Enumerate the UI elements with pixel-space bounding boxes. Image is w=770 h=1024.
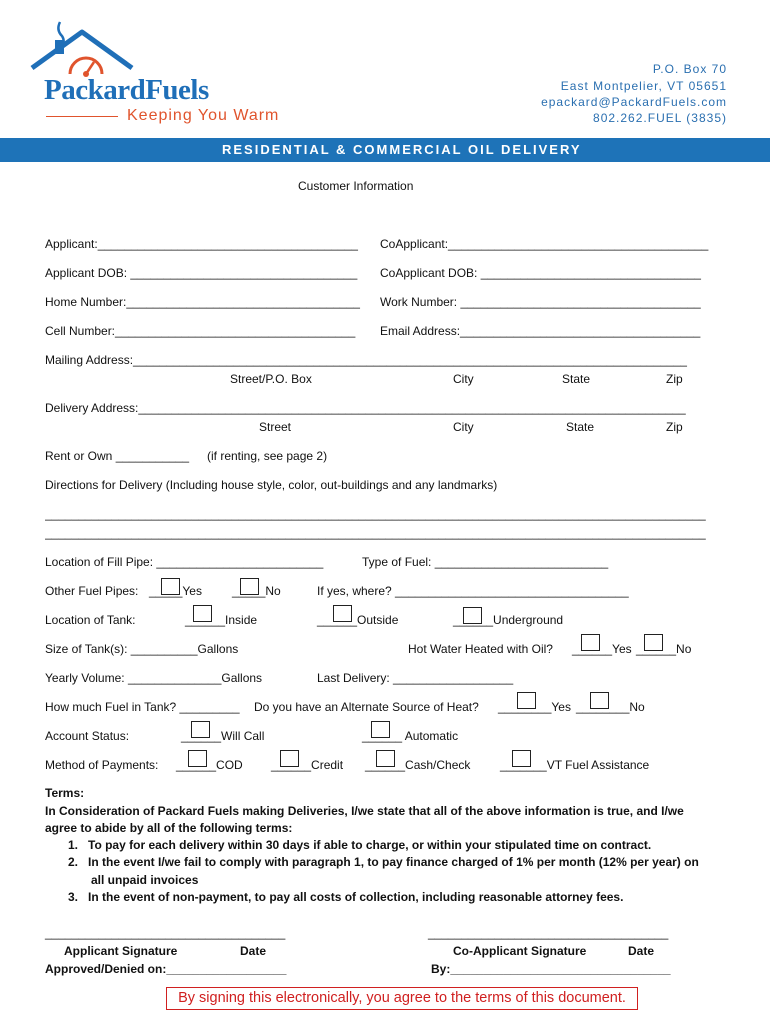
vt-fuel-label: _______VT Fuel Assistance (500, 758, 650, 772)
rent-own-field[interactable]: Rent or Own ___________ (45, 449, 190, 463)
applicant-signature-label: Applicant Signature (64, 944, 178, 958)
directions-line-2[interactable]: ___________________________________________________________________________________________________ (45, 526, 706, 540)
delivery-zip-label: Zip (666, 420, 683, 434)
co-applicant-signature-label: Co-Applicant Signature (453, 944, 587, 958)
company-email: epackard@PackardFuels.com (541, 95, 727, 109)
terms-item-2-number: 2. (68, 855, 79, 869)
terms-item-3-number: 3. (68, 890, 79, 904)
tagline: Keeping You Warm (127, 107, 280, 124)
mailing-street-label: Street/P.O. Box (230, 372, 312, 386)
alt-heat-label: Do you have an Alternate Source of Heat? (254, 700, 479, 714)
directions-label: Directions for Delivery (Including house style, color, out-buildings and any landmarks) (45, 478, 498, 492)
automatic-label: ______ Automatic (362, 729, 459, 743)
alt-heat-no-label: ________No (576, 700, 645, 714)
cash-check-label: ______Cash/Check (365, 758, 471, 772)
address-line-2: East Montpelier, VT 05651 (560, 79, 727, 93)
fill-pipe-field[interactable]: Location of Fill Pipe: _________________________ (45, 555, 324, 569)
terms-intro-line-1: In Consideration of Packard Fuels making Deliveries, I/we state that all of the above information is true, and I/we (45, 804, 684, 818)
approved-denied-field[interactable]: Approved/Denied on:__________________ (45, 962, 287, 976)
fuel-type-field[interactable]: Type of Fuel: __________________________ (362, 555, 609, 569)
other-pipes-yes-label: _____Yes (149, 584, 202, 598)
terms-item-2 (68, 855, 699, 869)
terms-item-3-text: In the event of non-payment, to pay all costs of collection, including reasonable attorney fees. (88, 890, 624, 904)
terms-item-2-text: In the event I/we fail to comply with paragraph 1, to pay finance charged of 1% per month (12% per year) on (88, 855, 699, 869)
terms-item-1-number: 1. (68, 838, 79, 852)
will-call-label: ______Will Call (181, 729, 265, 743)
fuel-in-tank-field[interactable]: How much Fuel in Tank? _________ (45, 700, 240, 714)
form-title: Customer Information (298, 179, 414, 193)
tagline-rule (46, 116, 118, 117)
other-pipes-label: Other Fuel Pipes: (45, 584, 139, 598)
account-status-label: Account Status: (45, 729, 130, 743)
terms-item-1-text: To pay for each delivery within 30 days if able to charge, or within your stipulated time on contract. (88, 838, 652, 852)
cod-label: ______COD (176, 758, 243, 772)
delivery-state-label: State (566, 420, 595, 434)
terms-item-3 (68, 890, 623, 904)
rent-note: (if renting, see page 2) (207, 449, 328, 463)
tank-underground-label: ______Underground (453, 613, 564, 627)
co-applicant-field[interactable]: CoApplicant:_______________________________________ (380, 237, 709, 251)
applicant-field[interactable]: Applicant:_______________________________________ (45, 237, 358, 251)
applicant-date-label: Date (240, 944, 267, 958)
hot-water-label: Hot Water Heated with Oil? (408, 642, 553, 656)
payment-method-label: Method of Payments: (45, 758, 159, 772)
credit-label: ______Credit (271, 758, 344, 772)
delivery-address-field[interactable]: Delivery Address:__________________________________________________________________________________ (45, 401, 686, 415)
approved-by-field[interactable]: By:_________________________________ (431, 962, 671, 976)
service-banner (0, 138, 770, 162)
alt-heat-yes-label: ________Yes (498, 700, 571, 714)
address-line-1: P.O. Box 70 (652, 62, 727, 76)
mailing-state-label: State (562, 372, 591, 386)
work-number-field[interactable]: Work Number: ____________________________________ (380, 295, 701, 309)
co-applicant-dob-field[interactable]: CoApplicant DOB: _________________________________ (380, 266, 701, 280)
mailing-zip-label: Zip (666, 372, 683, 386)
terms-item-2-continued: all unpaid invoices (91, 873, 199, 887)
delivery-street-label: Street (259, 420, 292, 434)
company-phone: 802.262.FUEL (3835) (593, 111, 727, 125)
co-applicant-signature-line[interactable]: ____________________________________ (428, 926, 669, 940)
tank-location-label: Location of Tank: (45, 613, 136, 627)
co-applicant-date-label: Date (628, 944, 655, 958)
terms-intro-line-2: agree to abide by all of the following terms: (45, 821, 293, 835)
electronic-signature-notice: By signing this electronically, you agree to the terms of this document. (166, 987, 638, 1010)
terms-heading: Terms: (45, 786, 85, 800)
delivery-city-label: City (453, 420, 474, 434)
applicant-signature-line[interactable]: ____________________________________ (45, 926, 286, 940)
cell-number-field[interactable]: Cell Number:____________________________________ (45, 324, 356, 338)
tank-size-field[interactable]: Size of Tank(s): __________Gallons (45, 642, 239, 656)
yearly-volume-field[interactable]: Yearly Volume: ______________Gallons (45, 671, 263, 685)
tank-inside-label: ______Inside (185, 613, 258, 627)
hot-water-yes-label: ______Yes (572, 642, 632, 656)
home-number-field[interactable]: Home Number:___________________________________ (45, 295, 360, 309)
applicant-dob-field[interactable]: Applicant DOB: __________________________________ (45, 266, 358, 280)
other-pipes-where-field[interactable]: If yes, where? ___________________________________ (317, 584, 629, 598)
mailing-address-field[interactable]: Mailing Address:___________________________________________________________________________________ (45, 353, 687, 367)
hot-water-no-label: ______No (636, 642, 692, 656)
tank-outside-label: ______Outside (317, 613, 399, 627)
last-delivery-field[interactable]: Last Delivery: __________________ (317, 671, 514, 685)
other-pipes-no-label: _____No (232, 584, 281, 598)
terms-item-1 (68, 838, 651, 852)
banner-text: RESIDENTIAL & COMMERCIAL OIL DELIVERY (222, 142, 582, 157)
email-address-field[interactable]: Email Address:____________________________________ (380, 324, 701, 338)
directions-line-1[interactable]: ___________________________________________________________________________________________________ (45, 507, 706, 521)
mailing-city-label: City (453, 372, 474, 386)
company-name: PackardFuels (44, 74, 209, 106)
